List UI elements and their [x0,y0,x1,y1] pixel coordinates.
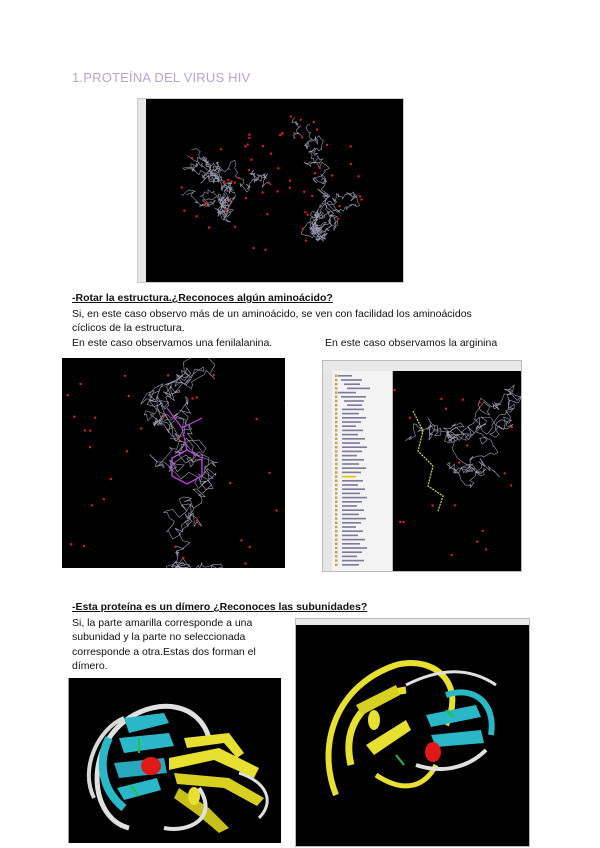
phenylalanine-render [62,358,285,568]
answer-2-line-4: dímero. [72,660,108,672]
question-1-heading: -Rotar la estructura.¿Reconoces algún aminoácido? [72,292,333,304]
viewer-toolbar [138,99,146,282]
dimer-render [296,625,529,846]
wireframe-render [146,99,403,282]
answer-1-line-2: cíclicos de la estructura. [72,322,185,334]
arginine-render [393,371,521,571]
protein-wireframe-screenshot [137,98,404,283]
tree-panel [332,371,393,571]
ribbon-render [69,678,281,843]
phenylalanine-screenshot [62,358,285,568]
arginine-screenshot [322,360,522,572]
caption-phenylalanine: En este caso observamos una fenilalanina. [72,337,273,349]
caption-arginine: En este caso observamos la arginina [325,337,498,349]
answer-2-line-2: subunidad y la parte no seleccionada [72,631,246,643]
answer-1-line-1: Si, en este caso observo más de un aminoácido, se ven con facilidad los aminoácidos [72,308,472,320]
answer-2-line-1: Si, la parte amarilla corresponde a una [72,617,253,629]
section-title: 1.PROTEÍNA DEL VIRUS HIV [72,70,251,85]
ribbon-dimer-screenshot [68,678,281,843]
residue-tree [332,371,392,571]
question-2-heading: -Esta proteína es un dímero ¿Reconoces las subunidades? [72,601,368,613]
wireframe-viewer [146,99,403,282]
dimer-subunits-screenshot [295,618,530,847]
dimer-viewer [296,625,529,846]
answer-2-line-3: corresponde a otra.Estas dos forman el [72,646,256,658]
arginine-viewer [393,371,521,571]
